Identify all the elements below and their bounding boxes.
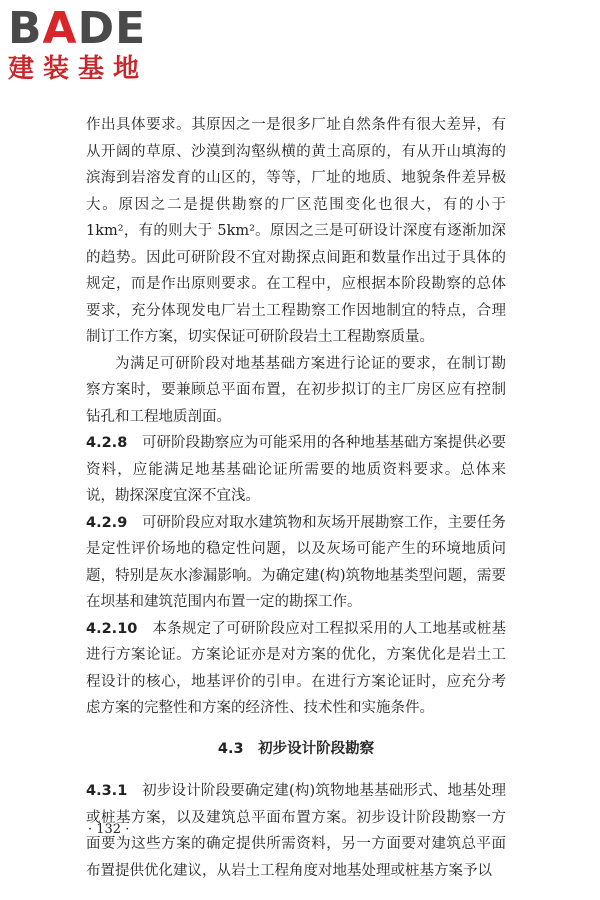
document-body [86, 112, 506, 884]
section-heading: 4.3 初步设计阶段勘察 [217, 740, 375, 757]
clause-number: 4.2.10 [86, 620, 138, 637]
bade-logo [8, 3, 178, 84]
clause-text: 可研阶段勘察应为可能采用的各种地基基础方案提供必要资料，应能满足地基基础论证所需要的地质资料要求。总体来说，勘探深度宜深不宜浅。 [86, 435, 507, 504]
clause-number: 4.2.9 [86, 514, 128, 531]
clause-number: 4.2.8 [86, 435, 128, 451]
logo-wordmark: BADE [8, 3, 147, 54]
clause-text: 本条规定了可研阶段应对工程拟采用的人工地基或桩基进行方案论证。方案论证亦是对方案的优化，方案优化是岩土工程设计的核心，地基评价的引申。在进行方案论证时，应充分考虑方案的完整性和方案的经济性、技术性和实施条件。 [86, 620, 507, 716]
paragraph-continuation: 作出具体要求。其原因之一是很多厂址自然条件有很大差异，有从开阔的草原、沙漠到沟壑纵横的黄土高原的，有从开山填海的滨海到岩溶发育的山区的，等等，厂址的地质、地貌条件差异极大。原因之二是提供勘察的厂区范围变化也很大，有的小于 1km²，有的则大于 5km²。原因之三是可研设计深度有逐渐加深的趋势。因此可研阶段不宜对勘探点间距和数量作出过于具体的规定，而是作出原则要求。在工程中，应根据本阶段勘察的总体要求，充分体现发电厂岩土工程勘察工作因地制宜的特点，合理制订工作方案，切实保证可研阶段岩土工程勘察质量。 [86, 117, 506, 345]
paragraph-survey-plan: 为满足可研阶段对地基基础方案进行论证的要求，在制订勘察方案时，要兼顾总平面布置，在初步拟订的主厂房区应有控制钻孔和工程地质剖面。 [86, 355, 506, 425]
logo-subtitle: 建装基地 [8, 54, 149, 84]
clause-text: 初步设计阶段要确定建(构)筑物地基基础形式、地基处理或桩基方案，以及建筑总平面布置方案。初步设计阶段勘察一方面要为这些方案的确定提供所需资料，另一方面要对建筑总平面布置提供优化建议，从岩土工程角度对地基处理或桩基方案予以 [86, 783, 507, 879]
clause-number: 4.3.1 [86, 783, 128, 799]
clause-4-2-8 [86, 430, 506, 510]
clause-4-3-1 [86, 778, 506, 884]
page-number: · 132 · [88, 822, 130, 837]
clause-4-2-9 [86, 510, 506, 616]
clause-text: 可研阶段应对取水建筑物和灰场开展勘察工作，主要任务是定性评价场地的稳定性问题，以及灰场可能产生的环境地质问题，特别是灰水渗漏影响。为确定建(构)筑物地基类型问题，需要在坝基和建筑范围内布置一定的勘探工作。 [86, 514, 507, 610]
clause-4-2-10 [86, 616, 506, 722]
